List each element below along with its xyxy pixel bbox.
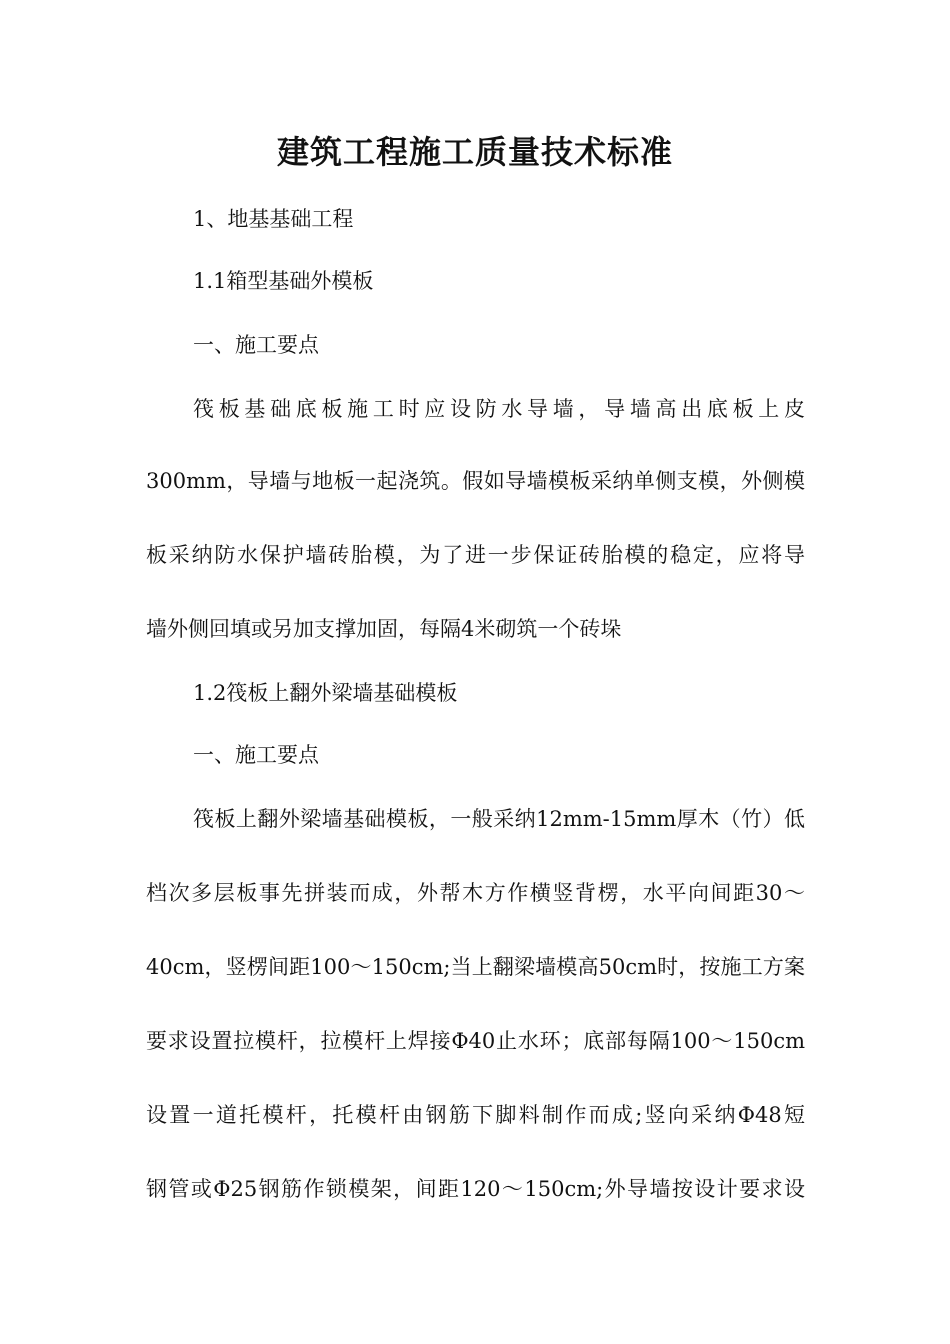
construction-points-heading: 一、施工要点	[193, 333, 319, 357]
paragraph-line: 300mm，导墙与地板一起浇筑。假如导墙模板采纳单侧支模，外侧模	[146, 469, 805, 493]
construction-points-heading: 一、施工要点	[193, 743, 319, 767]
paragraph-line: 板采纳防水保护墙砖胎模，为了进一步保证砖胎模的稳定，应将导	[146, 543, 805, 567]
paragraph-line: 40cm，竖楞间距100～150cm;当上翻梁墙模高50cm时，按施工方案	[146, 955, 805, 979]
paragraph-line: 要求设置拉模杆，拉模杆上焊接Φ40止水环；底部每隔100～150cm	[146, 1029, 805, 1053]
paragraph-line: 墙外侧回填或另加支撑加固，每隔4米砌筑一个砖垛	[146, 617, 622, 641]
section-heading: 1、地基基础工程	[193, 207, 354, 231]
paragraph-line: 筏板上翻外梁墙基础模板，一般采纳12mm-15mm厚木（竹）低	[193, 807, 805, 831]
paragraph-line: 筏板基础底板施工时应设防水导墙，导墙高出底板上皮	[193, 397, 805, 421]
paragraph-line: 钢管或Φ25钢筋作锁模架，间距120～150cm;外导墙按设计要求设	[146, 1177, 805, 1201]
paragraph-line: 设置一道托模杆，托模杆由钢筋下脚料制作而成;竖向采纳Φ48短	[146, 1103, 805, 1127]
paragraph-line: 档次多层板事先拼装而成，外帮木方作横竖背楞，水平向间距30～	[146, 881, 805, 905]
document-title: 建筑工程施工质量技术标准	[276, 133, 673, 171]
subsection-heading: 1.1箱型基础外模板	[193, 269, 374, 293]
subsection-heading: 1.2筏板上翻外梁墙基础模板	[193, 681, 458, 705]
